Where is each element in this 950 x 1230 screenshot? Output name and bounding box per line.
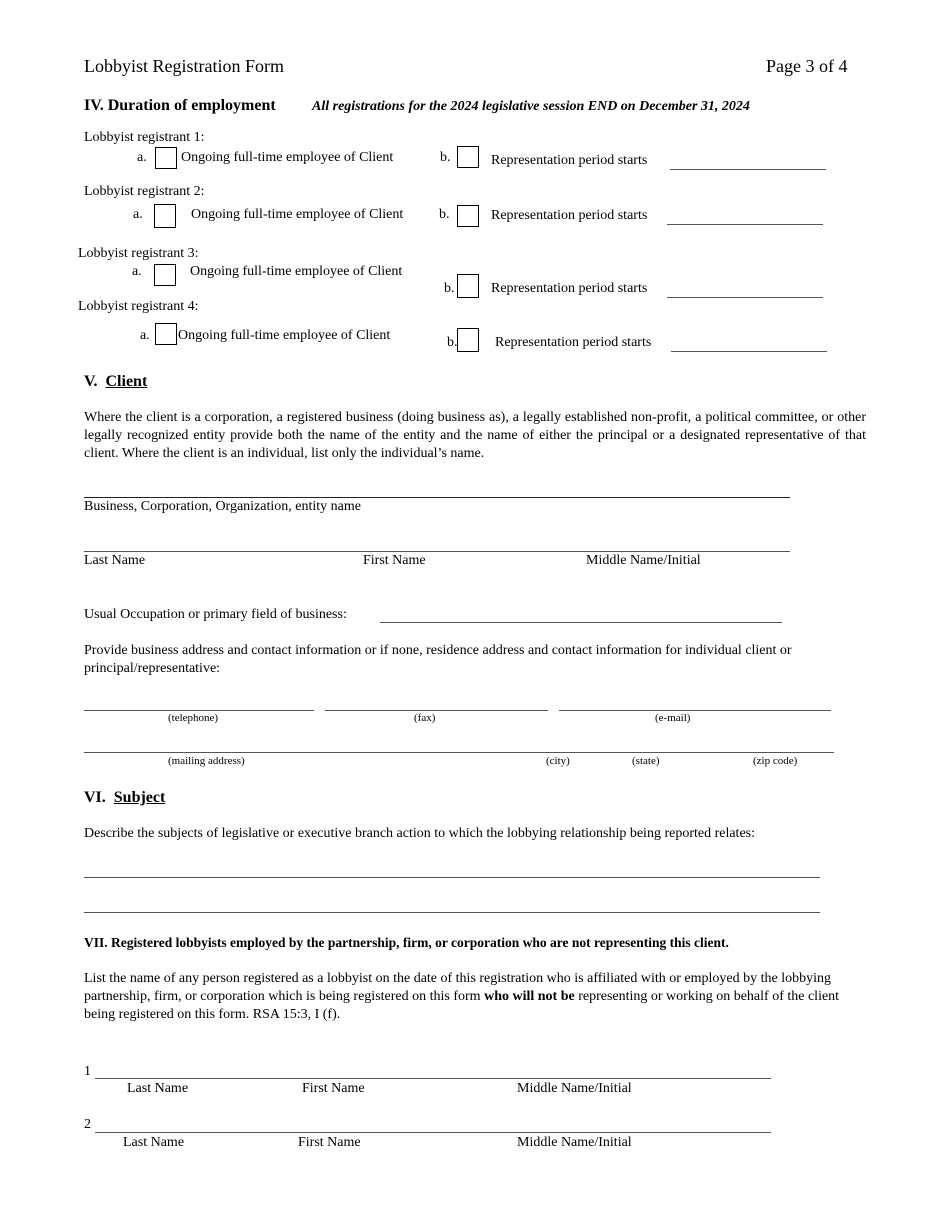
client-name-field[interactable] [84, 551, 790, 552]
state-label: (state) [632, 755, 660, 767]
registrant-3-a-marker: a. [132, 264, 142, 279]
fax-label: (fax) [414, 712, 436, 724]
registrant-1-b-text: Representation period starts [491, 153, 648, 168]
section-iv-note: All registrations for the 2024 legislative session END on December 31, 2024 [312, 99, 750, 114]
entry-1-first-label: First Name [302, 1081, 365, 1096]
section-vii-heading: VII. Registered lobbyists employed by the partnership, firm, or corporation who are not representing this client. [84, 935, 729, 950]
address-instructions: Provide business address and contact information or if none, residence address and contact information for individual client or principal/representative: [84, 643, 792, 676]
registrant-1-period-checkbox[interactable] [457, 146, 479, 168]
registrant-1-b-marker: b. [440, 150, 451, 165]
form-title: Lobbyist Registration Form [84, 56, 284, 76]
email-field[interactable] [559, 710, 831, 711]
fax-field[interactable] [325, 710, 548, 711]
registrant-4-a-marker: a. [140, 328, 150, 343]
section-v-intro: Where the client is a corporation, a registered business (doing business as), a legally established non-profit, a political committee, or other legally recognized entity provide both the name of the entity and the name of either the principal or a designated representative of that client. Where the client is an individual, list only the individual’s name. [84, 410, 866, 461]
entry-1-name-field[interactable] [95, 1078, 771, 1079]
registrant-4-b-text: Representation period starts [495, 335, 652, 350]
section-vi-number: VI. [84, 789, 106, 806]
middle-name-label: Middle Name/Initial [586, 553, 701, 568]
entry-2-first-label: First Name [298, 1135, 361, 1150]
section-vii-para-before: List the name of any person registered as a lobbyist on the date of this registration who is affiliated with or employed by the lobbying partnership, firm, or corporation which is being registered on this form [84, 971, 832, 1004]
registrant-4-start-date-field[interactable] [671, 351, 827, 352]
occupation-field[interactable] [380, 622, 782, 623]
section-vii-paragraph [84, 970, 864, 1024]
section-vii-para-bold: who will not be [484, 989, 575, 1004]
section-iv-heading: IV. Duration of employment [84, 97, 276, 114]
subject-description: Describe the subjects of legislative or executive branch action to which the lobbying relationship being reported relates: [84, 826, 756, 841]
registrant-4-b-marker: b. [447, 335, 458, 350]
registrant-4-period-checkbox[interactable] [457, 328, 479, 352]
registrant-3-b-text: Representation period starts [491, 281, 648, 296]
registrant-2-label: Lobbyist registrant 2: [84, 184, 205, 199]
section-v-number: V. [84, 373, 98, 390]
city-label: (city) [546, 755, 570, 767]
mailing-address-label: (mailing address) [168, 755, 245, 767]
registrant-4-a-text: Ongoing full-time employee of Client [178, 328, 391, 343]
section-v-heading [84, 373, 147, 391]
registrant-2-start-date-field[interactable] [667, 224, 823, 225]
registrant-2-b-text: Representation period starts [491, 208, 648, 223]
section-v-title: Client [105, 373, 148, 390]
entity-name-label: Business, Corporation, Organization, entity name [84, 499, 361, 514]
subject-line-2[interactable] [84, 912, 820, 913]
zip-code-label: (zip code) [753, 755, 798, 767]
entry-2-number: 2 [84, 1117, 91, 1132]
registrant-4-label: Lobbyist registrant 4: [78, 299, 199, 314]
subject-line-1[interactable] [84, 877, 820, 878]
section-vi-title: Subject [113, 789, 166, 806]
registrant-4-ongoing-checkbox[interactable] [155, 323, 177, 345]
entry-1-number: 1 [84, 1064, 91, 1079]
registrant-1-a-text: Ongoing full-time employee of Client [181, 150, 394, 165]
first-name-label: First Name [363, 553, 426, 568]
entry-2-middle-label: Middle Name/Initial [517, 1135, 632, 1150]
registrant-3-b-marker: b. [444, 281, 455, 296]
telephone-label: (telephone) [168, 712, 219, 724]
registrant-3-label: Lobbyist registrant 3: [78, 246, 199, 261]
registrant-1-label: Lobbyist registrant 1: [84, 130, 205, 145]
registrant-3-a-text: Ongoing full-time employee of Client [190, 264, 403, 279]
registrant-2-a-marker: a. [133, 207, 143, 222]
registrant-1-ongoing-checkbox[interactable] [155, 147, 177, 169]
registrant-3-start-date-field[interactable] [667, 297, 823, 298]
registrant-2-a-text: Ongoing full-time employee of Client [191, 207, 404, 222]
registrant-1-start-date-field[interactable] [670, 169, 826, 170]
section-vii-para-after: representing or working on behalf of the client being registered on this form. RSA 15:3, I (f). [84, 989, 840, 1022]
entry-1-last-label: Last Name [127, 1081, 189, 1096]
mailing-address-field[interactable] [84, 752, 834, 753]
section-vi-heading [84, 789, 165, 807]
registrant-3-ongoing-checkbox[interactable] [154, 264, 176, 286]
registrant-2-ongoing-checkbox[interactable] [154, 204, 176, 228]
telephone-field[interactable] [84, 710, 314, 711]
registrant-3-period-checkbox[interactable] [457, 274, 479, 298]
entity-name-field[interactable] [84, 497, 790, 498]
occupation-label: Usual Occupation or primary field of business: [84, 607, 347, 622]
email-label: (e-mail) [655, 712, 691, 724]
registrant-2-b-marker: b. [439, 207, 450, 222]
entry-2-last-label: Last Name [123, 1135, 185, 1150]
entry-2-name-field[interactable] [95, 1132, 771, 1133]
page-number: Page 3 of 4 [766, 56, 848, 76]
registrant-2-period-checkbox[interactable] [457, 205, 479, 227]
registrant-1-a-marker: a. [137, 150, 147, 165]
last-name-label: Last Name [84, 553, 146, 568]
entry-1-middle-label: Middle Name/Initial [517, 1081, 632, 1096]
